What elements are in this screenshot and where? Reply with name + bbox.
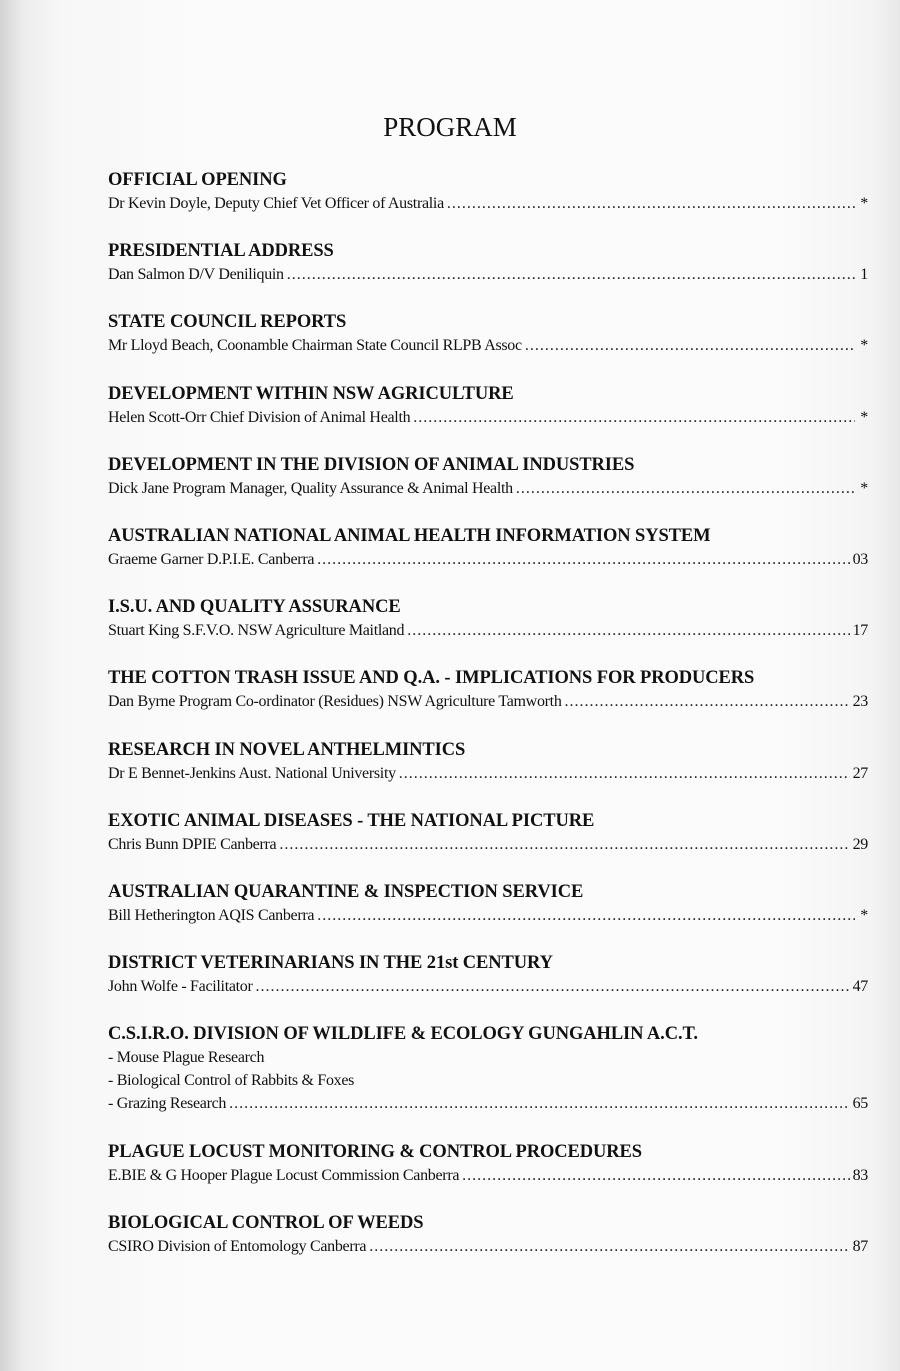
entry-heading: I.S.U. AND QUALITY ASSURANCE	[108, 597, 401, 618]
entry-heading: AUSTRALIAN NATIONAL ANIMAL HEALTH INFORMATION SYSTEM	[108, 525, 711, 546]
program-entry	[108, 453, 868, 524]
dot-leader	[407, 619, 849, 642]
entry-detail: E.BIE & G Hooper Plague Locust Commission Canberra	[108, 1167, 460, 1185]
page-title: PROGRAM	[383, 112, 517, 142]
program-entry	[108, 666, 868, 737]
dot-leader	[447, 192, 855, 215]
entry-detail-line	[108, 904, 868, 927]
page-number: *	[860, 479, 868, 497]
entry-detail-line	[108, 1164, 868, 1187]
entry-detail-line	[108, 263, 868, 286]
entry-heading: PRESIDENTIAL ADDRESS	[108, 241, 334, 262]
program-entry	[108, 880, 868, 951]
dot-leader	[229, 1092, 850, 1115]
program-entry	[108, 1140, 868, 1211]
entry-detail-line	[108, 192, 868, 215]
dot-leader	[317, 548, 849, 571]
program-entry	[108, 1211, 868, 1282]
entry-detail: Dick Jane Program Manager, Quality Assurance & Animal Health	[108, 479, 513, 497]
dot-leader	[399, 762, 850, 785]
program-entry	[108, 310, 868, 381]
dot-leader	[565, 690, 850, 713]
entry-heading: THE COTTON TRASH ISSUE AND Q.A. - IMPLICATIONS FOR PRODUCERS	[108, 668, 755, 689]
entry-detail: Dr E Bennet-Jenkins Aust. National University	[108, 764, 396, 782]
entry-heading: BIOLOGICAL CONTROL OF WEEDS	[108, 1213, 424, 1234]
page-number: 47	[852, 978, 868, 996]
entry-heading: DISTRICT VETERINARIANS IN THE 21st CENTURY	[108, 953, 553, 974]
page-number: 65	[852, 1095, 868, 1113]
entry-detail-line	[108, 975, 868, 998]
page-number: 27	[852, 764, 868, 782]
entry-heading: STATE COUNCIL REPORTS	[108, 312, 347, 333]
page-number: *	[860, 337, 868, 355]
dot-leader	[279, 833, 849, 856]
entry-detail-line	[108, 334, 868, 357]
entry-heading: PLAGUE LOCUST MONITORING & CONTROL PROCEDURES	[108, 1142, 642, 1163]
page-number: *	[860, 906, 868, 924]
entry-detail: Stuart King S.F.V.O. NSW Agriculture Maitland	[108, 622, 405, 640]
entry-detail: Dr Kevin Doyle, Deputy Chief Vet Officer of Australia	[108, 195, 444, 212]
entry-detail-line	[108, 833, 868, 856]
program-entry	[108, 524, 868, 595]
csiro-item: - Biological Control of Rabbits & Foxes	[108, 1072, 355, 1090]
entry-detail-line	[108, 1092, 868, 1115]
dot-leader	[256, 975, 850, 998]
entry-detail: Bill Hetherington AQIS Canberra	[108, 906, 315, 924]
entry-detail-line	[108, 690, 868, 713]
page-number: 1	[860, 266, 868, 284]
entry-detail-line	[108, 762, 868, 785]
dot-leader	[413, 406, 855, 429]
csiro-item: - Grazing Research	[108, 1095, 227, 1113]
dot-leader	[369, 1235, 849, 1258]
page-number: 03	[852, 550, 868, 568]
page-number: 87	[852, 1238, 868, 1256]
dot-leader	[287, 263, 855, 286]
entry-detail: Mr Lloyd Beach, Coonamble Chairman State Council RLPB Assoc	[108, 337, 522, 355]
entry-heading: EXOTIC ANIMAL DISEASES - THE NATIONAL PICTURE	[108, 810, 595, 831]
entry-detail-line	[108, 548, 868, 571]
csiro-item: - Mouse Plague Research	[108, 1049, 265, 1067]
dot-leader	[525, 334, 855, 357]
entry-heading: RESEARCH IN NOVEL ANTHELMINTICS	[108, 739, 466, 760]
entry-detail-line	[108, 1235, 868, 1258]
program-entry	[108, 382, 868, 453]
program-entry-csiro	[108, 1022, 868, 1140]
entry-detail: Dan Salmon D/V Deniliquin	[108, 266, 284, 284]
entry-heading: DEVELOPMENT WITHIN NSW AGRICULTURE	[108, 383, 514, 404]
entry-detail: Chris Bunn DPIE Canberra	[108, 835, 277, 853]
dot-leader	[317, 904, 855, 927]
program-entry	[108, 951, 868, 1022]
program-entry	[108, 809, 868, 880]
entry-heading: DEVELOPMENT IN THE DIVISION OF ANIMAL INDUSTRIES	[108, 454, 635, 475]
dot-leader	[516, 477, 855, 500]
entry-detail: Dan Byrne Program Co-ordinator (Residues) NSW Agriculture Tamworth	[108, 693, 562, 711]
program-entry	[108, 168, 868, 239]
entry-heading: AUSTRALIAN QUARANTINE & INSPECTION SERVICE	[108, 881, 584, 902]
page-number: 23	[852, 693, 868, 711]
program-entry	[108, 595, 868, 666]
entry-detail: Graeme Garner D.P.I.E. Canberra	[108, 550, 315, 568]
entry-heading: C.S.I.R.O. DIVISION OF WILDLIFE & ECOLOGY GUNGAHLIN A.C.T.	[108, 1024, 698, 1045]
entry-detail-line	[108, 406, 868, 429]
dot-leader	[462, 1164, 849, 1187]
page-number: *	[860, 195, 868, 212]
page-number: 29	[852, 835, 868, 853]
entry-detail-line	[108, 477, 868, 500]
program-list	[108, 168, 868, 1283]
entry-detail: John Wolfe - Facilitator	[108, 978, 253, 996]
page-number: *	[860, 408, 868, 426]
entry-detail: Helen Scott-Orr Chief Division of Animal Health	[108, 408, 411, 426]
entry-heading: OFFICIAL OPENING	[108, 170, 287, 190]
entry-detail: CSIRO Division of Entomology Canberra	[108, 1238, 367, 1256]
program-entry	[108, 738, 868, 809]
program-entry	[108, 239, 868, 310]
entry-detail-line	[108, 619, 868, 642]
page-number: 83	[852, 1167, 868, 1185]
page-number: 17	[852, 622, 868, 640]
